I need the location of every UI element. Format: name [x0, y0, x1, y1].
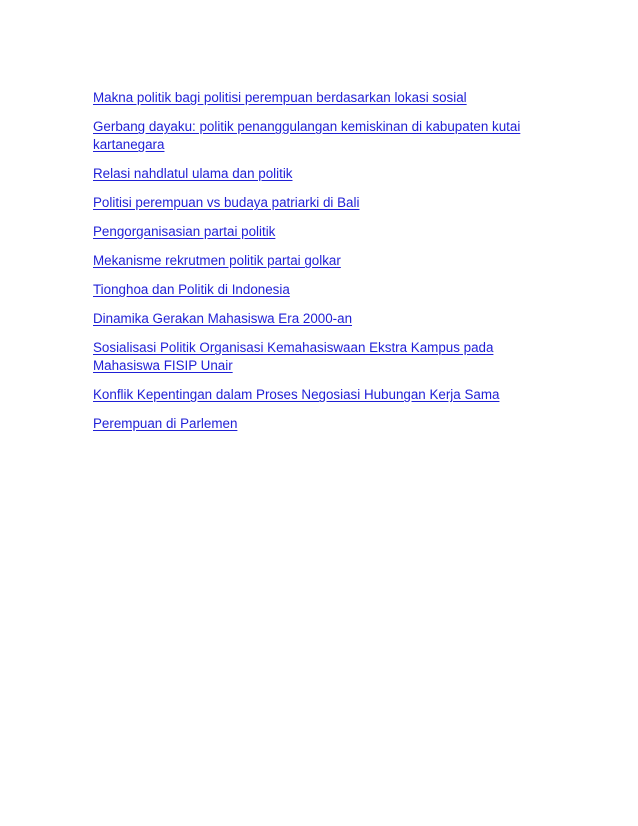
link-perempuan-parlemen[interactable]: Perempuan di Parlemen — [93, 416, 238, 431]
link-sosialisasi-politik[interactable]: Sosialisasi Politik Organisasi Kemahasiswaan Ekstra Kampus pada Mahasiswa FISIP Unair — [93, 340, 494, 373]
list-item — [93, 339, 533, 375]
list-item — [93, 415, 533, 433]
link-politisi-perempuan-bali[interactable]: Politisi perempuan vs budaya patriarki di Bali — [93, 195, 360, 210]
link-gerbang-dayaku[interactable]: Gerbang dayaku: politik penanggulangan kemiskinan di kabupaten kutai kartanegara — [93, 119, 521, 152]
link-konflik-kepentingan[interactable]: Konflik Kepentingan dalam Proses Negosiasi Hubungan Kerja Sama — [93, 387, 500, 402]
list-item — [93, 252, 533, 270]
list-item — [93, 310, 533, 328]
list-item — [93, 165, 533, 183]
link-mekanisme-rekrutmen[interactable]: Mekanisme rekrutmen politik partai golkar — [93, 253, 341, 268]
link-list — [93, 89, 533, 444]
link-makna-politik[interactable]: Makna politik bagi politisi perempuan berdasarkan lokasi sosial — [93, 90, 467, 105]
list-item — [93, 223, 533, 241]
list-item — [93, 386, 533, 404]
link-dinamika-gerakan[interactable]: Dinamika Gerakan Mahasiswa Era 2000-an — [93, 311, 353, 326]
list-item — [93, 194, 533, 212]
list-item — [93, 281, 533, 299]
link-relasi-nahdlatul-ulama[interactable]: Relasi nahdlatul ulama dan politik — [93, 166, 293, 181]
link-pengorganisasian-partai[interactable]: Pengorganisasian partai politik — [93, 224, 276, 239]
list-item — [93, 89, 533, 107]
list-item — [93, 118, 533, 154]
link-tionghoa-politik[interactable]: Tionghoa dan Politik di Indonesia — [93, 282, 290, 297]
